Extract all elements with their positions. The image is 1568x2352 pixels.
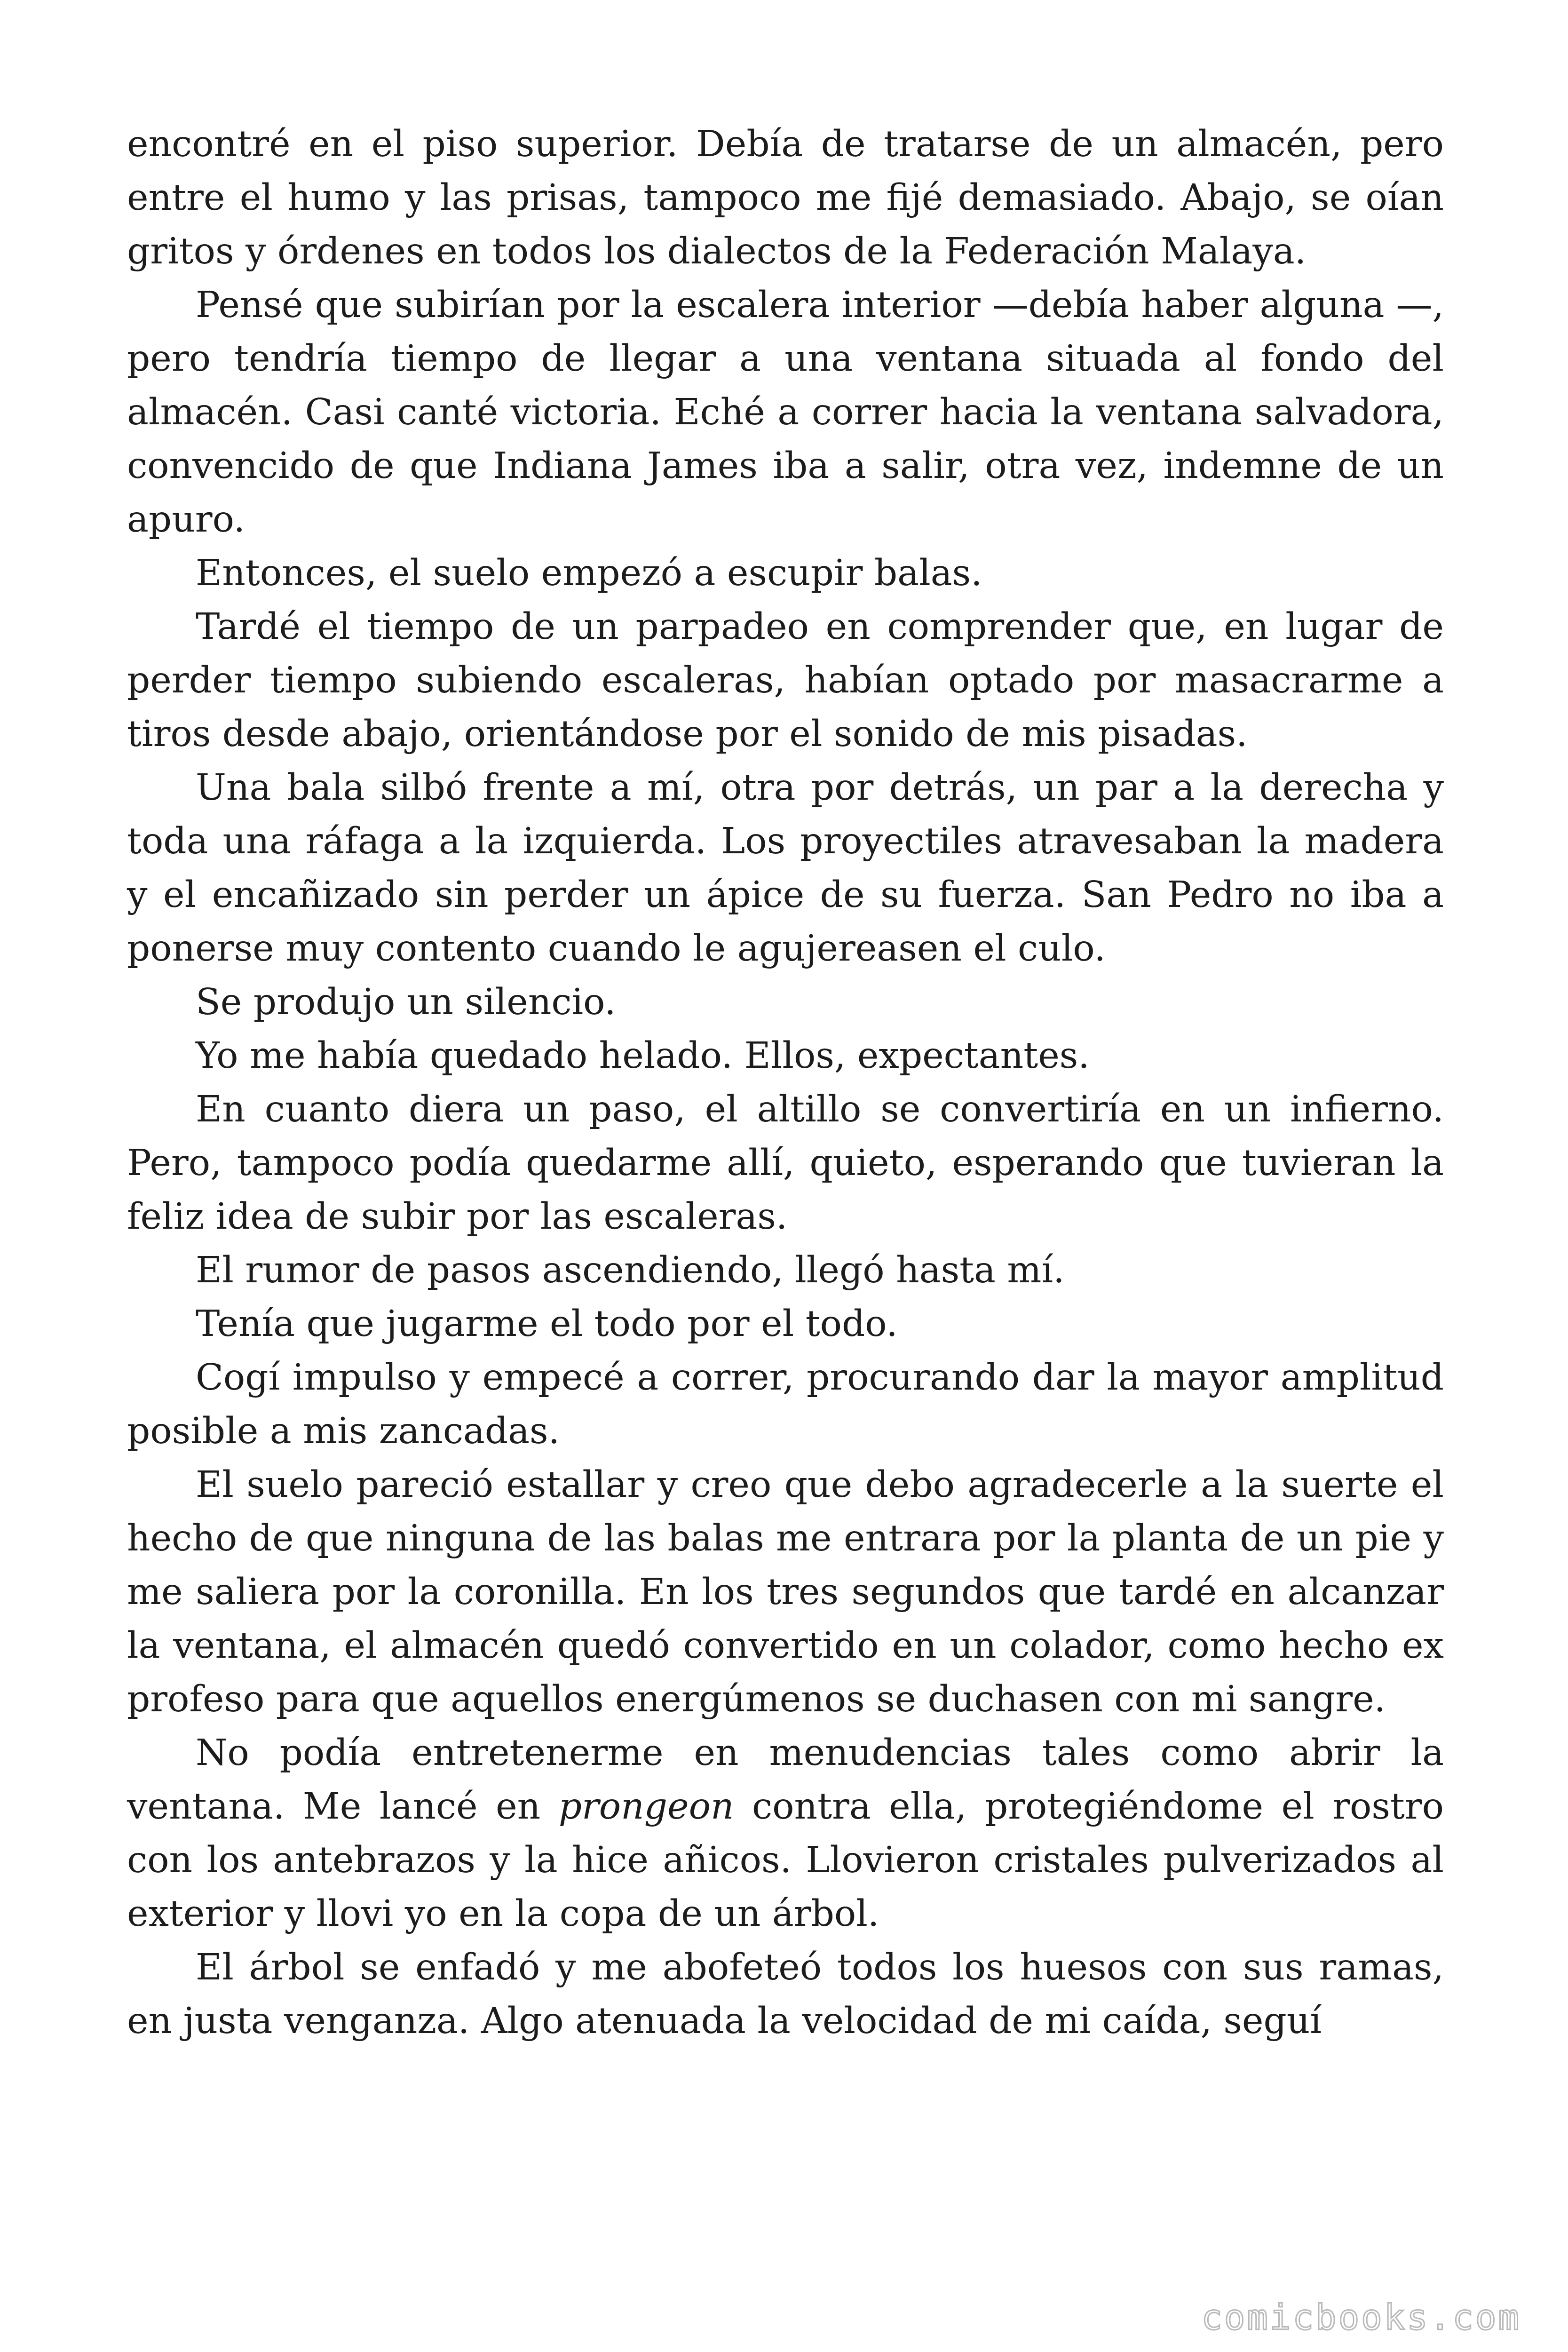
paragraph-13-after: contra ella, protegiéndome el rostro con los antebrazos y la hice añicos. Llovieron cristales pulverizados al exterior y llovi yo en la copa de un árbol.	[127, 1786, 1444, 1935]
paragraph-13	[127, 1726, 1444, 1941]
book-page-text	[127, 118, 1444, 2048]
paragraph-9: El rumor de pasos ascendiendo, llegó hasta mí.	[196, 1249, 1065, 1291]
paragraph-2: Pensé que subirían por la escalera interior —debía haber alguna —, pero tendría tiempo de llegar a una ventana situada al fondo del almacén. Casi canté victoria. Eché a correr hacia la ventana salvadora, convencido de que Indiana James iba a salir, otra vez, indemne de un apuro.	[127, 284, 1444, 540]
paragraph-5: Una bala silbó frente a mí, otra por detrás, un par a la derecha y toda una ráfaga a la izquierda. Los proyectiles atravesaban la madera y el encañizado sin perder un ápice de su fuerza. San Pedro no iba a ponerse muy contento cuando le agujereasen el culo.	[127, 767, 1444, 969]
paragraph-14: El árbol se enfadó y me abofeteó todos los huesos con sus ramas, en justa venganza. Algo atenuada la velocidad de mi caída, seguí	[127, 1947, 1444, 2042]
paragraph-11: Cogí impulso y empecé a correr, procurando dar la mayor amplitud posible a mis zancadas.	[127, 1357, 1444, 1452]
paragraph-6: Se produjo un silencio.	[196, 981, 616, 1023]
watermark-logo: comicbooks.com	[1201, 2297, 1521, 2338]
paragraph-3: Entonces, el suelo empezó a escupir balas.	[196, 552, 982, 594]
paragraph-4: Tardé el tiempo de un parpadeo en comprender que, en lugar de perder tiempo subiendo escaleras, habían optado por masacrarme a tiros desde abajo, orientándose por el sonido de mis pisadas.	[127, 606, 1444, 755]
paragraph-13-before: No podía entretenerme en menudencias tales como abrir la ventana. Me lancé en	[127, 1732, 1444, 1828]
paragraph-12: El suelo pareció estallar y creo que debo agradecerle a la suerte el hecho de que ninguna de las balas me entrara por la planta de un pie y me saliera por la coronilla. En los tres segundos que tardé en alcanzar la ventana, el almacén quedó convertido en un colador, como hecho ex profeso para que aquellos energúmenos se duchasen con mi sangre.	[127, 1464, 1444, 1720]
paragraph-8: En cuanto diera un paso, el altillo se convertiría en un infierno. Pero, tampoco podía quedarme allí, quieto, esperando que tuvieran la feliz idea de subir por las escaleras.	[127, 1089, 1444, 1238]
paragraph-13-italic-word: prongeon	[558, 1786, 734, 1828]
paragraph-10: Tenía que jugarme el todo por el todo.	[196, 1303, 898, 1345]
paragraph-1: encontré en el piso superior. Debía de tratarse de un almacén, pero entre el humo y las prisas, tampoco me fijé demasiado. Abajo, se oían gritos y órdenes en todos los dialectos de la Federación Malaya.	[127, 123, 1444, 272]
paragraph-7: Yo me había quedado helado. Ellos, expectantes.	[196, 1035, 1090, 1077]
